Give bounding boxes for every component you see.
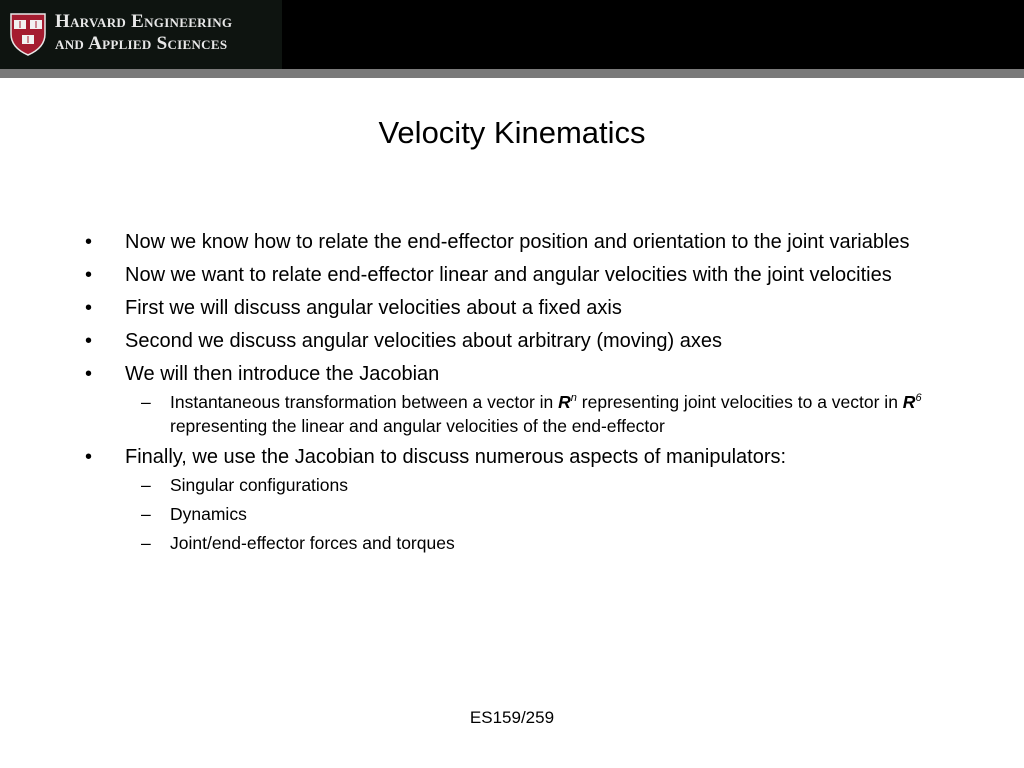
sub-bullet-item <box>125 473 945 497</box>
sub-bullet-text: Joint/end-effector forces and torques <box>170 533 455 553</box>
dash-marker: – <box>141 392 151 412</box>
org-name-line1: Harvard Engineering <box>55 11 233 32</box>
sub-text-part: Instantaneous transformation between a vector in <box>170 392 559 412</box>
org-name <box>55 11 232 55</box>
sub-bullet-text <box>170 392 922 436</box>
sub-bullet-item <box>125 531 945 555</box>
bullet-text: Finally, we use the Jacobian to discuss numerous aspects of manipulators: <box>125 446 787 468</box>
dash-marker: – <box>141 533 151 553</box>
bullet-list <box>85 229 945 561</box>
sub-bullet-item <box>125 502 945 526</box>
bullet-text: Now we know how to relate the end-effector position and orientation to the joint variables <box>125 231 910 253</box>
bullet-item <box>85 444 945 555</box>
bullet-text: Now we want to relate end-effector linear and angular velocities with the joint velocities <box>125 264 892 286</box>
bullet-marker: • <box>85 330 93 352</box>
bullet-item <box>85 262 945 289</box>
sub-bullet-item <box>125 390 945 438</box>
slide-title: Velocity Kinematics <box>378 115 646 150</box>
bullet-marker: • <box>85 446 93 468</box>
dash-marker: – <box>141 475 151 495</box>
bullet-text: First we will discuss angular velocities about a fixed axis <box>125 297 622 319</box>
footer-course-code: ES159/259 <box>469 708 555 727</box>
sub-text-part: representing joint velocities to a vector in <box>576 392 903 412</box>
real-space-symbol: R <box>902 392 916 412</box>
bullet-item <box>85 229 945 256</box>
bullet-item <box>85 361 945 438</box>
sub-bullet-text: Dynamics <box>170 504 247 524</box>
sub-bullet-list <box>125 473 945 555</box>
bullet-marker: • <box>85 264 93 286</box>
header-stripe <box>0 69 1024 78</box>
org-name-line2: and Applied Sciences <box>55 33 228 54</box>
bullet-marker: • <box>85 363 93 385</box>
sub-bullet-text: Singular configurations <box>170 475 349 495</box>
bullet-text: Second we discuss angular velocities about arbitrary (moving) axes <box>125 330 722 352</box>
harvard-logo <box>0 0 282 69</box>
dash-marker: – <box>141 504 151 524</box>
bullet-marker: • <box>85 231 93 253</box>
bullet-marker: • <box>85 297 93 319</box>
bullet-item <box>85 295 945 322</box>
superscript-n: n <box>570 392 577 405</box>
bullet-text: We will then introduce the Jacobian <box>125 363 440 385</box>
bullet-item <box>85 328 945 355</box>
superscript-6: 6 <box>915 392 922 405</box>
sub-text-part: representing the linear and angular velocities of the end-effector <box>170 416 665 436</box>
harvard-shield-icon <box>9 12 47 56</box>
sub-bullet-list <box>125 390 945 438</box>
real-space-symbol: R <box>558 392 571 412</box>
